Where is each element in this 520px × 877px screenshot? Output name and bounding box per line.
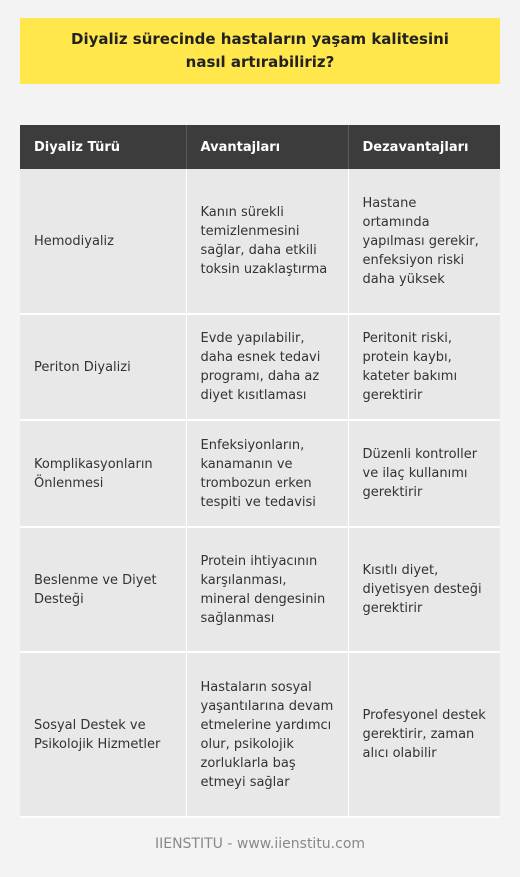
cell-disadvantages: Kısıtlı diyet, diyetisyen desteği gerektirir (348, 527, 500, 652)
column-header-disadvantages: Dezavantajları (348, 125, 500, 169)
cell-type: Sosyal Destek ve Psikolojik Hizmetler (20, 652, 186, 817)
cell-advantages: Hastaların sosyal yaşantılarına devam etmelerine yardımcı olur, psikolojik zorluklarla baş etmeyi sağlar (186, 652, 348, 817)
dialysis-table (20, 125, 500, 818)
table-row (20, 169, 500, 314)
table-row (20, 420, 500, 527)
footer-credit: IIENSTITU - www.iienstitu.com (154, 836, 366, 852)
cell-disadvantages: Hastane ortamında yapılması gerekir, enfeksiyon riski daha yüksek (348, 169, 500, 314)
table-row (20, 527, 500, 652)
cell-advantages: Protein ihtiyacının karşılanması, mineral dengesinin sağlanması (186, 527, 348, 652)
cell-disadvantages: Peritonit riski, protein kaybı, kateter bakımı gerektirir (348, 314, 500, 420)
cell-advantages: Evde yapılabilir, daha esnek tedavi programı, daha az diyet kısıtlaması (186, 314, 348, 420)
cell-type: Beslenme ve Diyet Desteği (20, 527, 186, 652)
cell-type: Hemodiyaliz (20, 169, 186, 314)
cell-disadvantages: Profesyonel destek gerektirir, zaman alıcı olabilir (348, 652, 500, 817)
table-row (20, 652, 500, 817)
cell-disadvantages: Düzenli kontroller ve ilaç kullanımı gerektirir (348, 420, 500, 527)
cell-type: Komplikasyonların Önlenmesi (20, 420, 186, 527)
cell-advantages: Kanın sürekli temizlenmesini sağlar, daha etkili toksin uzaklaştırma (186, 169, 348, 314)
cell-advantages: Enfeksiyonların, kanamanın ve trombozun erken tespiti ve tedavisi (186, 420, 348, 527)
cell-type: Periton Diyalizi (20, 314, 186, 420)
table-header-row (20, 125, 500, 169)
title-banner (20, 18, 500, 84)
column-header-type: Diyaliz Türü (20, 125, 186, 169)
table-row (20, 314, 500, 420)
column-header-advantages: Avantajları (186, 125, 348, 169)
page-title: Diyaliz sürecinde hastaların yaşam kalitesini nasıl artırabiliriz? (71, 30, 449, 71)
